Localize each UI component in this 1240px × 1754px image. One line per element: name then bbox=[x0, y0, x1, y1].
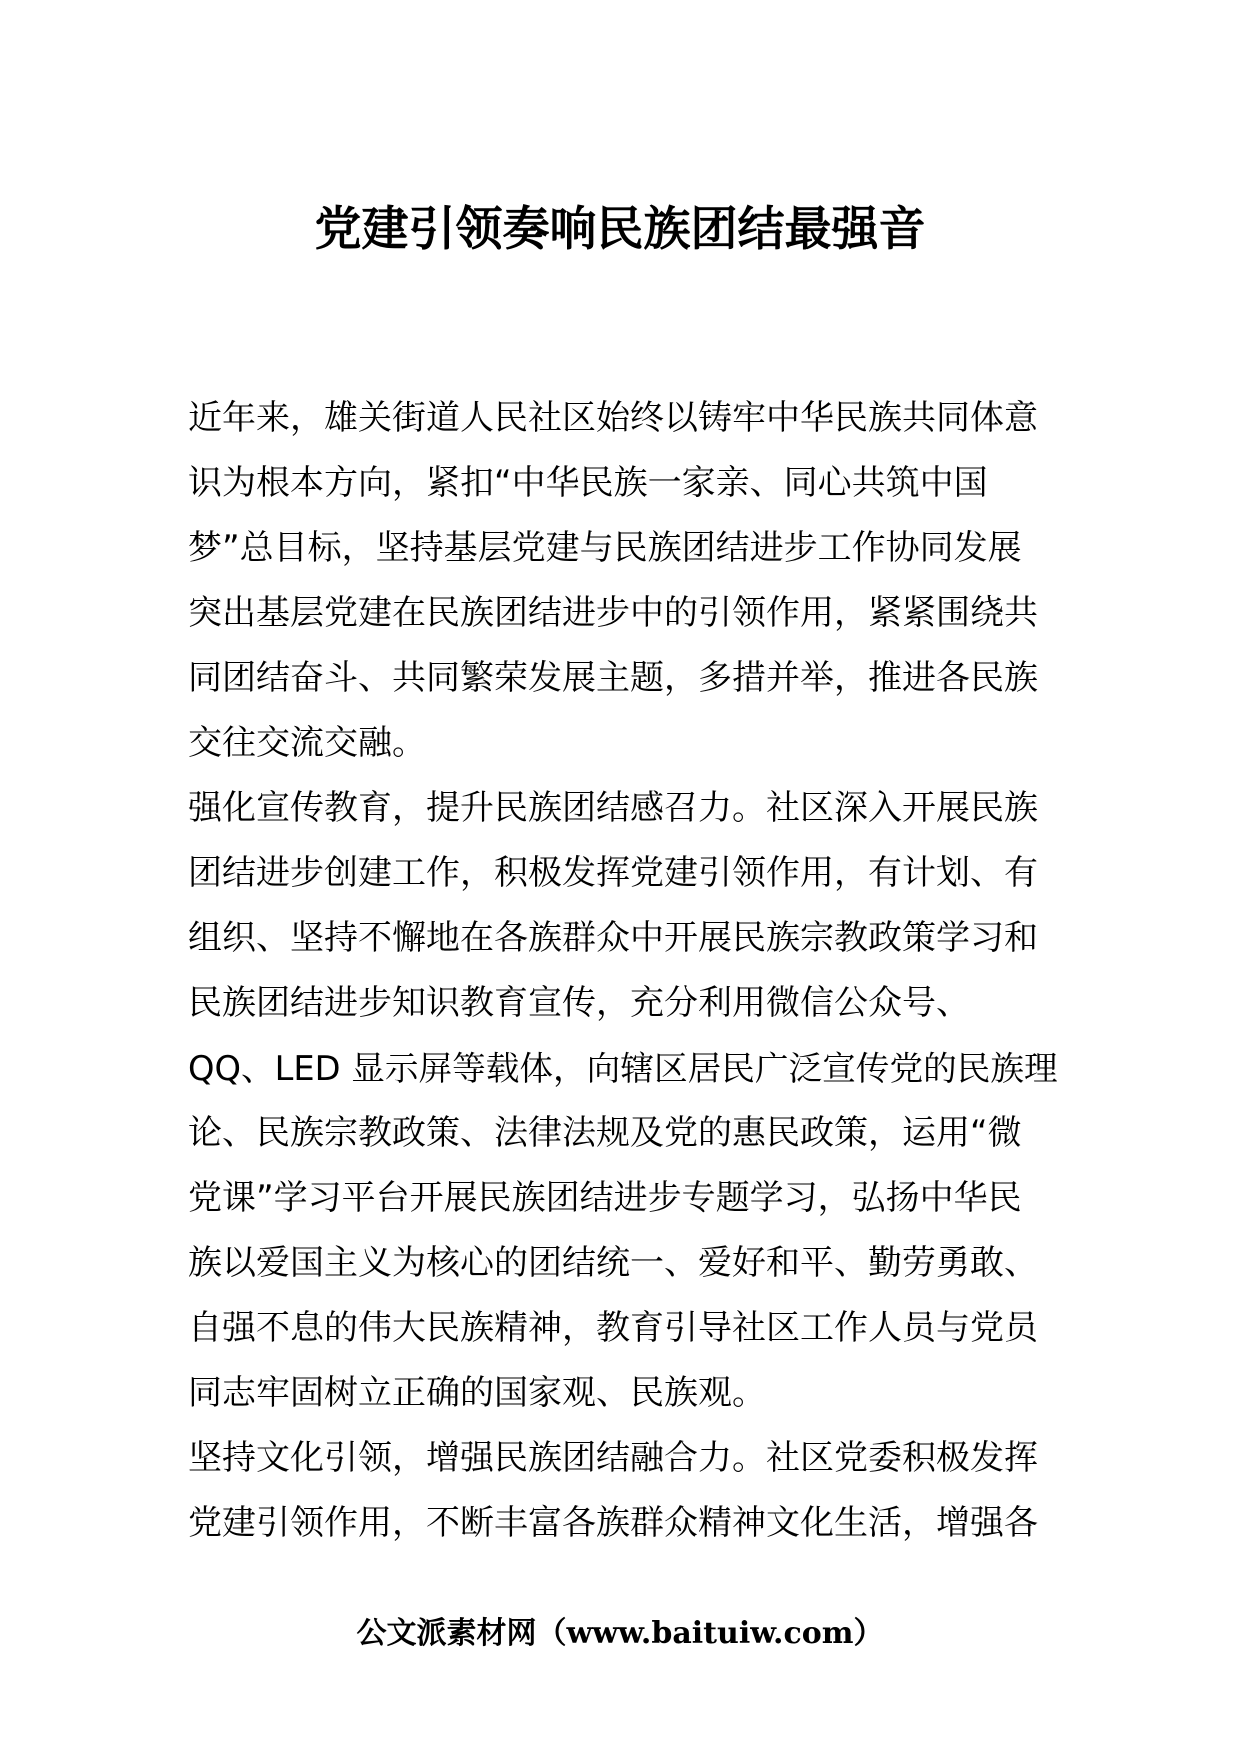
body-line: QQ、LED 显示屏等载体，向辖区居民广泛宣传党的民族理 bbox=[188, 1049, 1058, 1088]
document-body bbox=[188, 386, 1058, 1556]
body-line: 同志牢固树立正确的国家观、民族观。 bbox=[188, 1373, 766, 1413]
body-line: 突出基层党建在民族团结进步中的引领作用，紧紧围绕共 bbox=[188, 593, 1038, 633]
page-title: 党建引领奏响民族团结最强音 bbox=[314, 202, 926, 257]
body-line: 自强不息的伟大民族精神，教育引导社区工作人员与党员 bbox=[188, 1308, 1038, 1348]
body-line: 组织、坚持不懈地在各族群众中开展民族宗教政策学习和 bbox=[188, 918, 1038, 958]
footer-source: 公文派素材网（www.baituiw.com） bbox=[356, 1616, 884, 1651]
body-line: 族以爱国主义为核心的团结统一、爱好和平、勤劳勇敢、 bbox=[188, 1243, 1038, 1283]
body-line: 同团结奋斗、共同繁荣发展主题，多措并举，推进各民族 bbox=[188, 658, 1038, 698]
body-line: 论、民族宗教政策、法律法规及党的惠民政策，运用“微 bbox=[188, 1113, 1022, 1153]
body-line: 团结进步创建工作，积极发挥党建引领作用，有计划、有 bbox=[188, 853, 1038, 893]
body-line: 交往交流交融。 bbox=[188, 723, 426, 763]
body-line: 识为根本方向，紧扣“中华民族一家亲、同心共筑中国 bbox=[188, 463, 988, 503]
body-line: 近年来，雄关街道人民社区始终以铸牢中华民族共同体意 bbox=[188, 398, 1038, 438]
body-line: 坚持文化引领，增强民族团结融合力。社区党委积极发挥 bbox=[188, 1438, 1038, 1478]
body-line: 梦”总目标，坚持基层党建与民族团结进步工作协同发展 bbox=[188, 528, 1022, 568]
body-line: 强化宣传教育，提升民族团结感召力。社区深入开展民族 bbox=[188, 788, 1038, 828]
body-line: 党课”学习平台开展民族团结进步专题学习，弘扬中华民 bbox=[188, 1178, 1022, 1218]
body-line: 党建引领作用，不断丰富各族群众精神文化生活，增强各 bbox=[188, 1503, 1038, 1543]
body-line: 民族团结进步知识教育宣传，充分利用微信公众号、 bbox=[188, 983, 970, 1023]
